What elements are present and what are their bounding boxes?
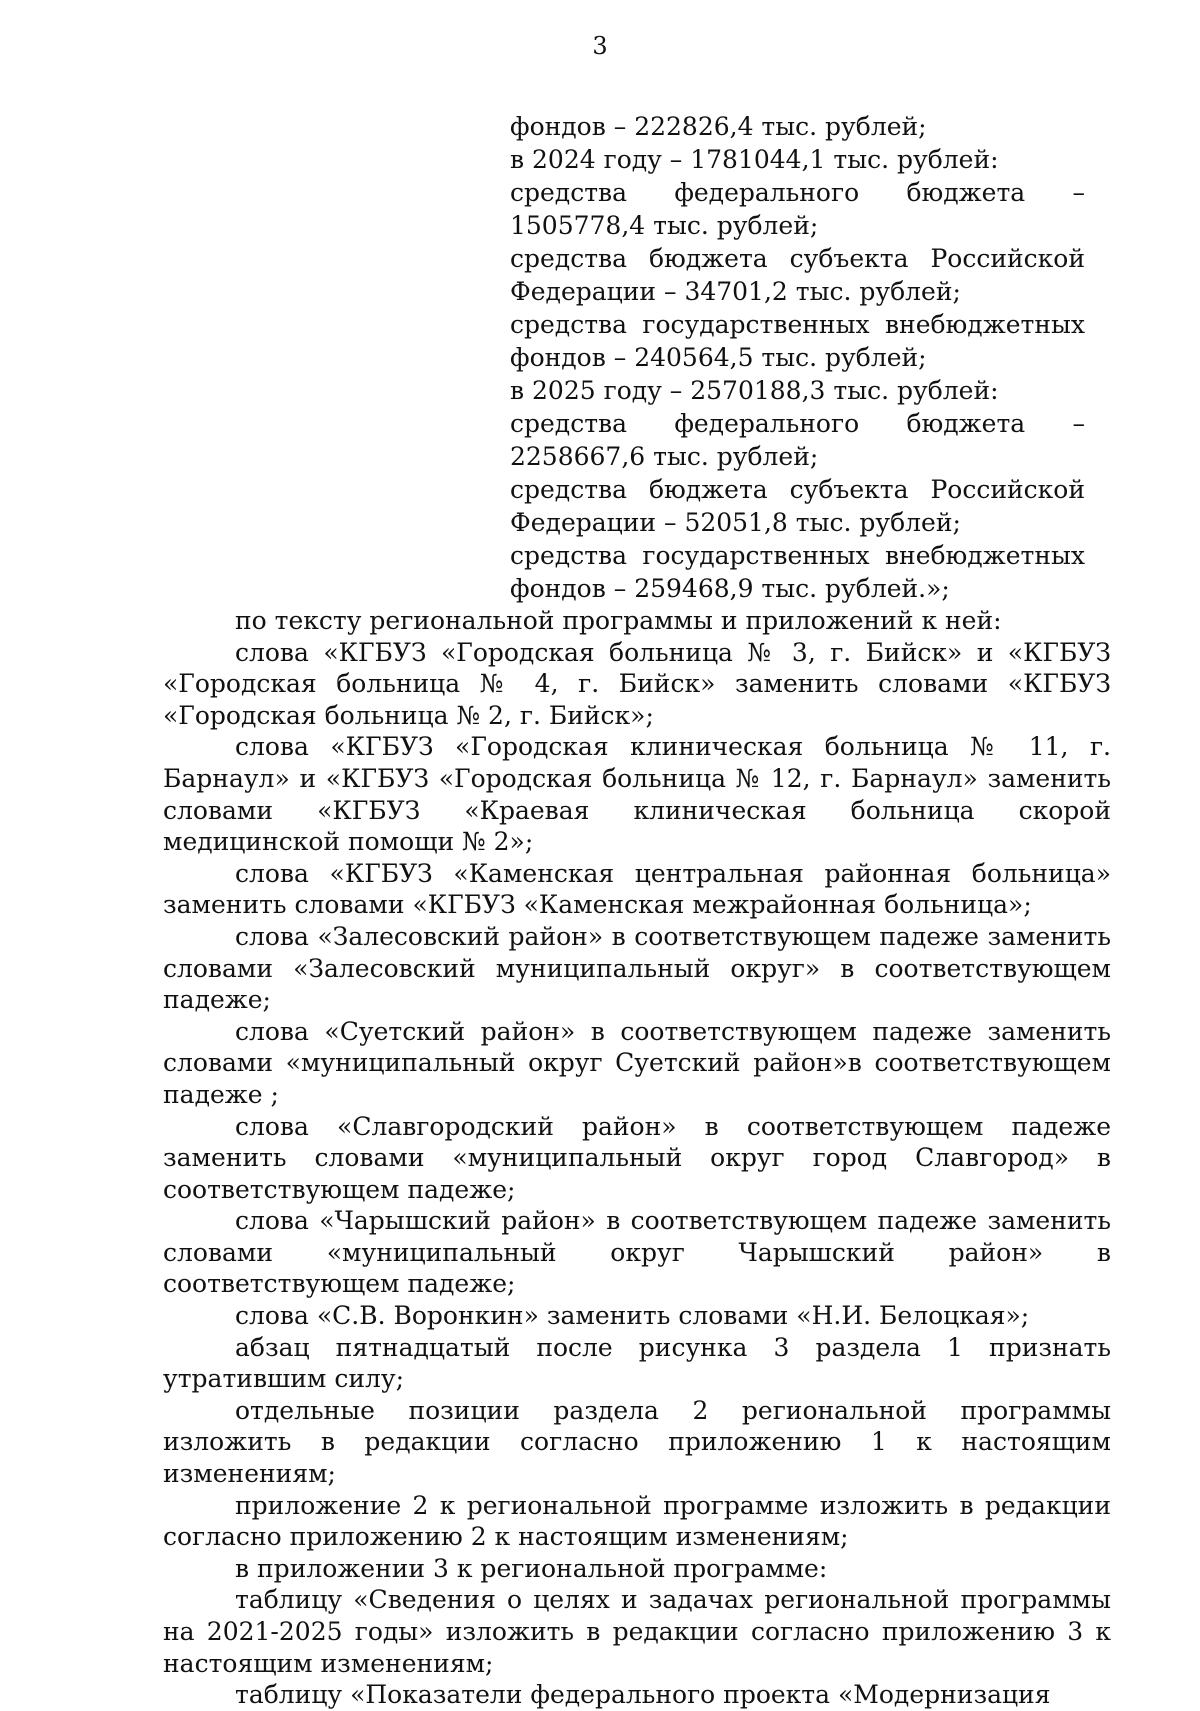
paragraph: слова «С.В. Воронкин» заменить словами «Н.И. Белоцкая»; [235, 1301, 1030, 1331]
funding-word: субъекта [789, 475, 909, 504]
paragraph: слова «Славгородский район» в соответствующем падеже заменить словами «муниципальный округ город Славгород» в соответствующем падеже; [163, 1111, 1111, 1204]
funding-word: средства [510, 310, 628, 339]
funding-line: 2258667,6 тыс. рублей; [510, 442, 819, 471]
funding-word: – [1072, 409, 1085, 438]
funding-word: внебюджетных [884, 310, 1085, 339]
paragraph: таблицу «Сведения о целях и задачах региональной программы на 2021-2025 годы» изложить в редакции согласно приложению 3 к настоящим изменениям; [163, 1585, 1111, 1678]
paragraph: по тексту региональной программы и приложений к ней: [235, 606, 1002, 635]
funding-word: средства [510, 178, 628, 207]
paragraph: таблицу «Показатели федерального проекта «Модернизация [235, 1680, 1051, 1710]
funding-continuation [510, 110, 1085, 605]
funding-line [510, 242, 1085, 275]
paragraph: слова «КГБУЗ «Городская клиническая больница № 11, г. Барнаул» и «КГБУЗ «Городская больница № 12, г. Барнаул» заменить словами «КГБУЗ «Краевая клиническая больница скорой медицинской помощи № 2»; [163, 732, 1111, 857]
paragraph: абзац пятнадцатый после рисунка 3 раздела 1 признать утратившим силу; [163, 1332, 1111, 1394]
funding-word: бюджета [648, 244, 768, 273]
paragraph: слова «Залесовский район» в соответствующем падеже заменить словами «Залесовский муниципальный округ» в соответствующем падеже; [163, 921, 1111, 1015]
funding-word: средства [510, 541, 628, 570]
funding-line: фондов – 240564,5 тыс. рублей; [510, 343, 927, 372]
paragraph: слова «Суетский район» в соответствующем падеже заменить словами «муниципальный округ Суетский район»в соответствующем падеже ; [163, 1016, 1111, 1109]
funding-word: бюджета [906, 409, 1026, 438]
funding-word: государственных [642, 310, 870, 339]
paragraph: отдельные позиции раздела 2 региональной программы изложить в редакции согласно приложению 1 к настоящим изменениям; [163, 1395, 1111, 1489]
funding-word: средства [510, 244, 628, 273]
funding-word: федерального [674, 409, 860, 438]
amendments-text [163, 605, 1111, 1711]
funding-word: бюджета [648, 475, 768, 504]
funding-line [510, 308, 1085, 341]
funding-line: фондов – 222826,4 тыс. рублей; [510, 112, 927, 141]
funding-word: федерального [674, 178, 860, 207]
funding-line [510, 176, 1085, 209]
funding-line [510, 539, 1085, 572]
funding-word: субъекта [789, 244, 909, 273]
funding-line [510, 407, 1085, 440]
funding-line: Федерации – 34701,2 тыс. рублей; [510, 277, 961, 306]
funding-word: внебюджетных [884, 541, 1085, 570]
funding-word: бюджета [906, 178, 1026, 207]
page-number: 3 [592, 32, 608, 60]
funding-word: Российской [930, 244, 1085, 273]
funding-line: фондов – 259468,9 тыс. рублей.»; [510, 574, 950, 603]
funding-word: средства [510, 475, 628, 504]
funding-line: Федерации – 52051,8 тыс. рублей; [510, 508, 961, 537]
paragraph: в приложении 3 к региональной программе: [235, 1553, 828, 1583]
funding-line [510, 473, 1085, 506]
funding-line: 1505778,4 тыс. рублей; [510, 211, 819, 240]
paragraph: слова «КГБУЗ «Каменская центральная районная больница» заменить словами «КГБУЗ «Каменская межрайонная больница»; [163, 858, 1111, 920]
funding-line: в 2025 году – 2570188,3 тыс. рублей: [510, 376, 999, 405]
funding-word: – [1072, 178, 1085, 207]
paragraph: слова «Чарышский район» в соответствующем падеже заменить словами «муниципальный округ Чарышский район» в соответствующем падеже; [163, 1206, 1111, 1299]
funding-word: Российской [930, 475, 1085, 504]
paragraph: приложение 2 к региональной программе изложить в редакции согласно приложению 2 к настоящим изменениям; [163, 1490, 1111, 1552]
funding-word: средства [510, 409, 628, 438]
funding-word: государственных [642, 541, 870, 570]
funding-line: в 2024 году – 1781044,1 тыс. рублей: [510, 145, 999, 174]
paragraph: слова «КГБУЗ «Городская больница № 3, г. Бийск» и «КГБУЗ «Городская больница № 4, г. Бийск» заменить словами «КГБУЗ «Городская больница № 2, г. Бийск»; [163, 637, 1111, 730]
